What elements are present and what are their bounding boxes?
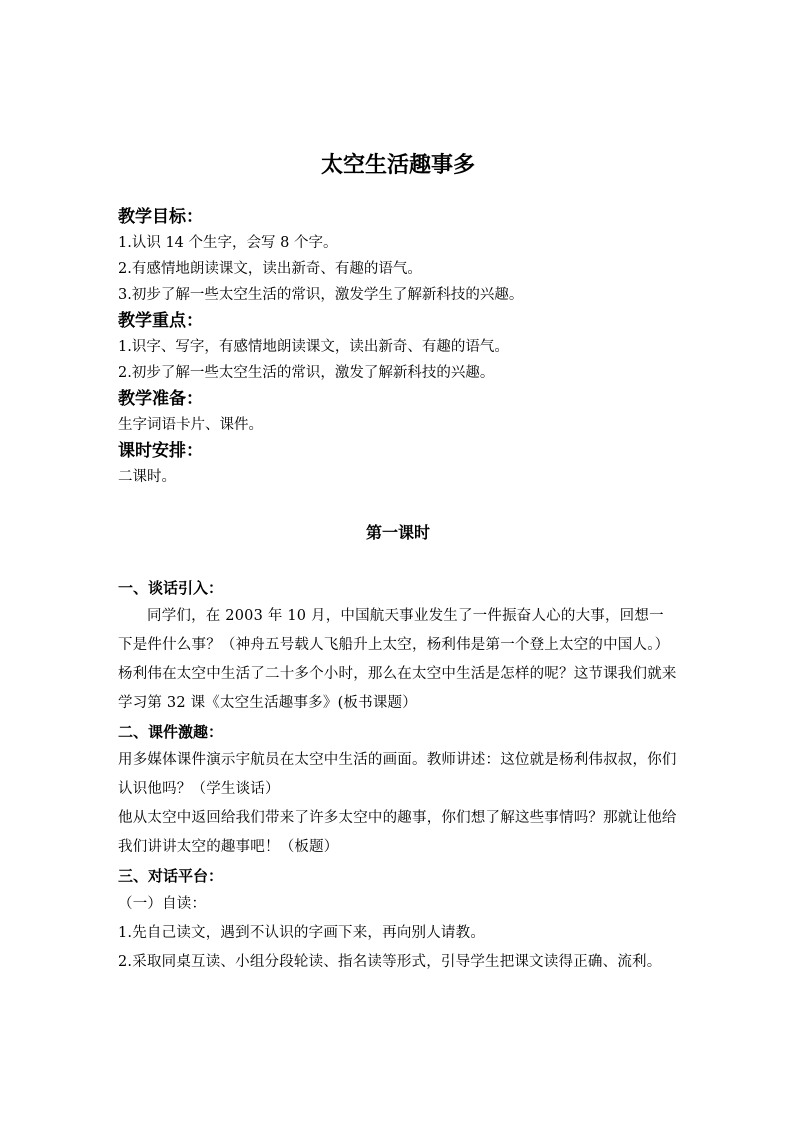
section-paragraph: 他从太空中返回给我们带来了许多太空中的趣事，你们想了解这些事情吗？那就让他给我们讲讲太空的趣事吧！（板题） xyxy=(118,810,677,855)
key-point-item: 2.初步了解一些太空生活的常识，激发了解新科技的兴趣。 xyxy=(118,365,495,381)
schedule-heading: 课时安排： xyxy=(118,441,203,461)
objective-item: 1.认识 14 个生字，会写 8 个字。 xyxy=(118,235,338,251)
list-item: 1.先自己读文，遇到不认识的字画下来，再向别人请教。 xyxy=(118,925,486,941)
section-heading: 三、对话平台： xyxy=(118,867,224,885)
schedule-text: 二课时。 xyxy=(118,469,176,485)
subsection-heading: （一）自读： xyxy=(118,896,207,912)
preparation-text: 生字词语卡片、课件。 xyxy=(118,417,263,433)
section-paragraph: 用多媒体课件演示宇航员在太空中生活的画面。教师讲述：这位就是杨利伟叔叔，你们认识他吗？（学生谈话） xyxy=(118,752,677,797)
objective-item: 2.有感情地朗读课文，读出新奇、有趣的语气。 xyxy=(118,261,422,277)
key-point-item: 1.识字、写字，有感情地朗读课文，读出新奇、有趣的语气。 xyxy=(118,339,509,355)
objective-item: 3.初步了解一些太空生活的常识，激发学生了解新科技的兴趣。 xyxy=(118,287,524,303)
spacer xyxy=(118,490,678,518)
key-points-heading: 教学重点： xyxy=(118,311,203,331)
spacer xyxy=(118,548,678,574)
document-title: 太空生活趣事多 xyxy=(320,152,475,178)
objectives-heading: 教学目标： xyxy=(118,207,203,227)
section-paragraph: 同学们，在 2003 年 10 月，中国航天事业发生了一件振奋人心的大事，回想一下是件什么事？（神舟五号载人飞船升上太空，杨利伟是第一个登上太空的中国人。） xyxy=(118,608,670,653)
section-heading: 二、课件激趣： xyxy=(118,723,224,741)
document-body xyxy=(118,148,678,977)
preparation-heading: 教学准备： xyxy=(118,389,203,409)
lesson-title: 第一课时 xyxy=(365,523,430,542)
section-heading: 一、谈话引入： xyxy=(118,579,224,597)
spacer xyxy=(118,182,678,204)
section-paragraph: 杨利伟在太空中生活了二十多个小时，那么在太空中生活是怎样的呢？这节课我们就来学习第 32 课《太空生活趣事多》(板书课题） xyxy=(118,666,677,711)
list-item: 2.采取同桌互读、小组分段轮读、指名读等形式，引导学生把课文读得正确、流利。 xyxy=(118,954,662,970)
